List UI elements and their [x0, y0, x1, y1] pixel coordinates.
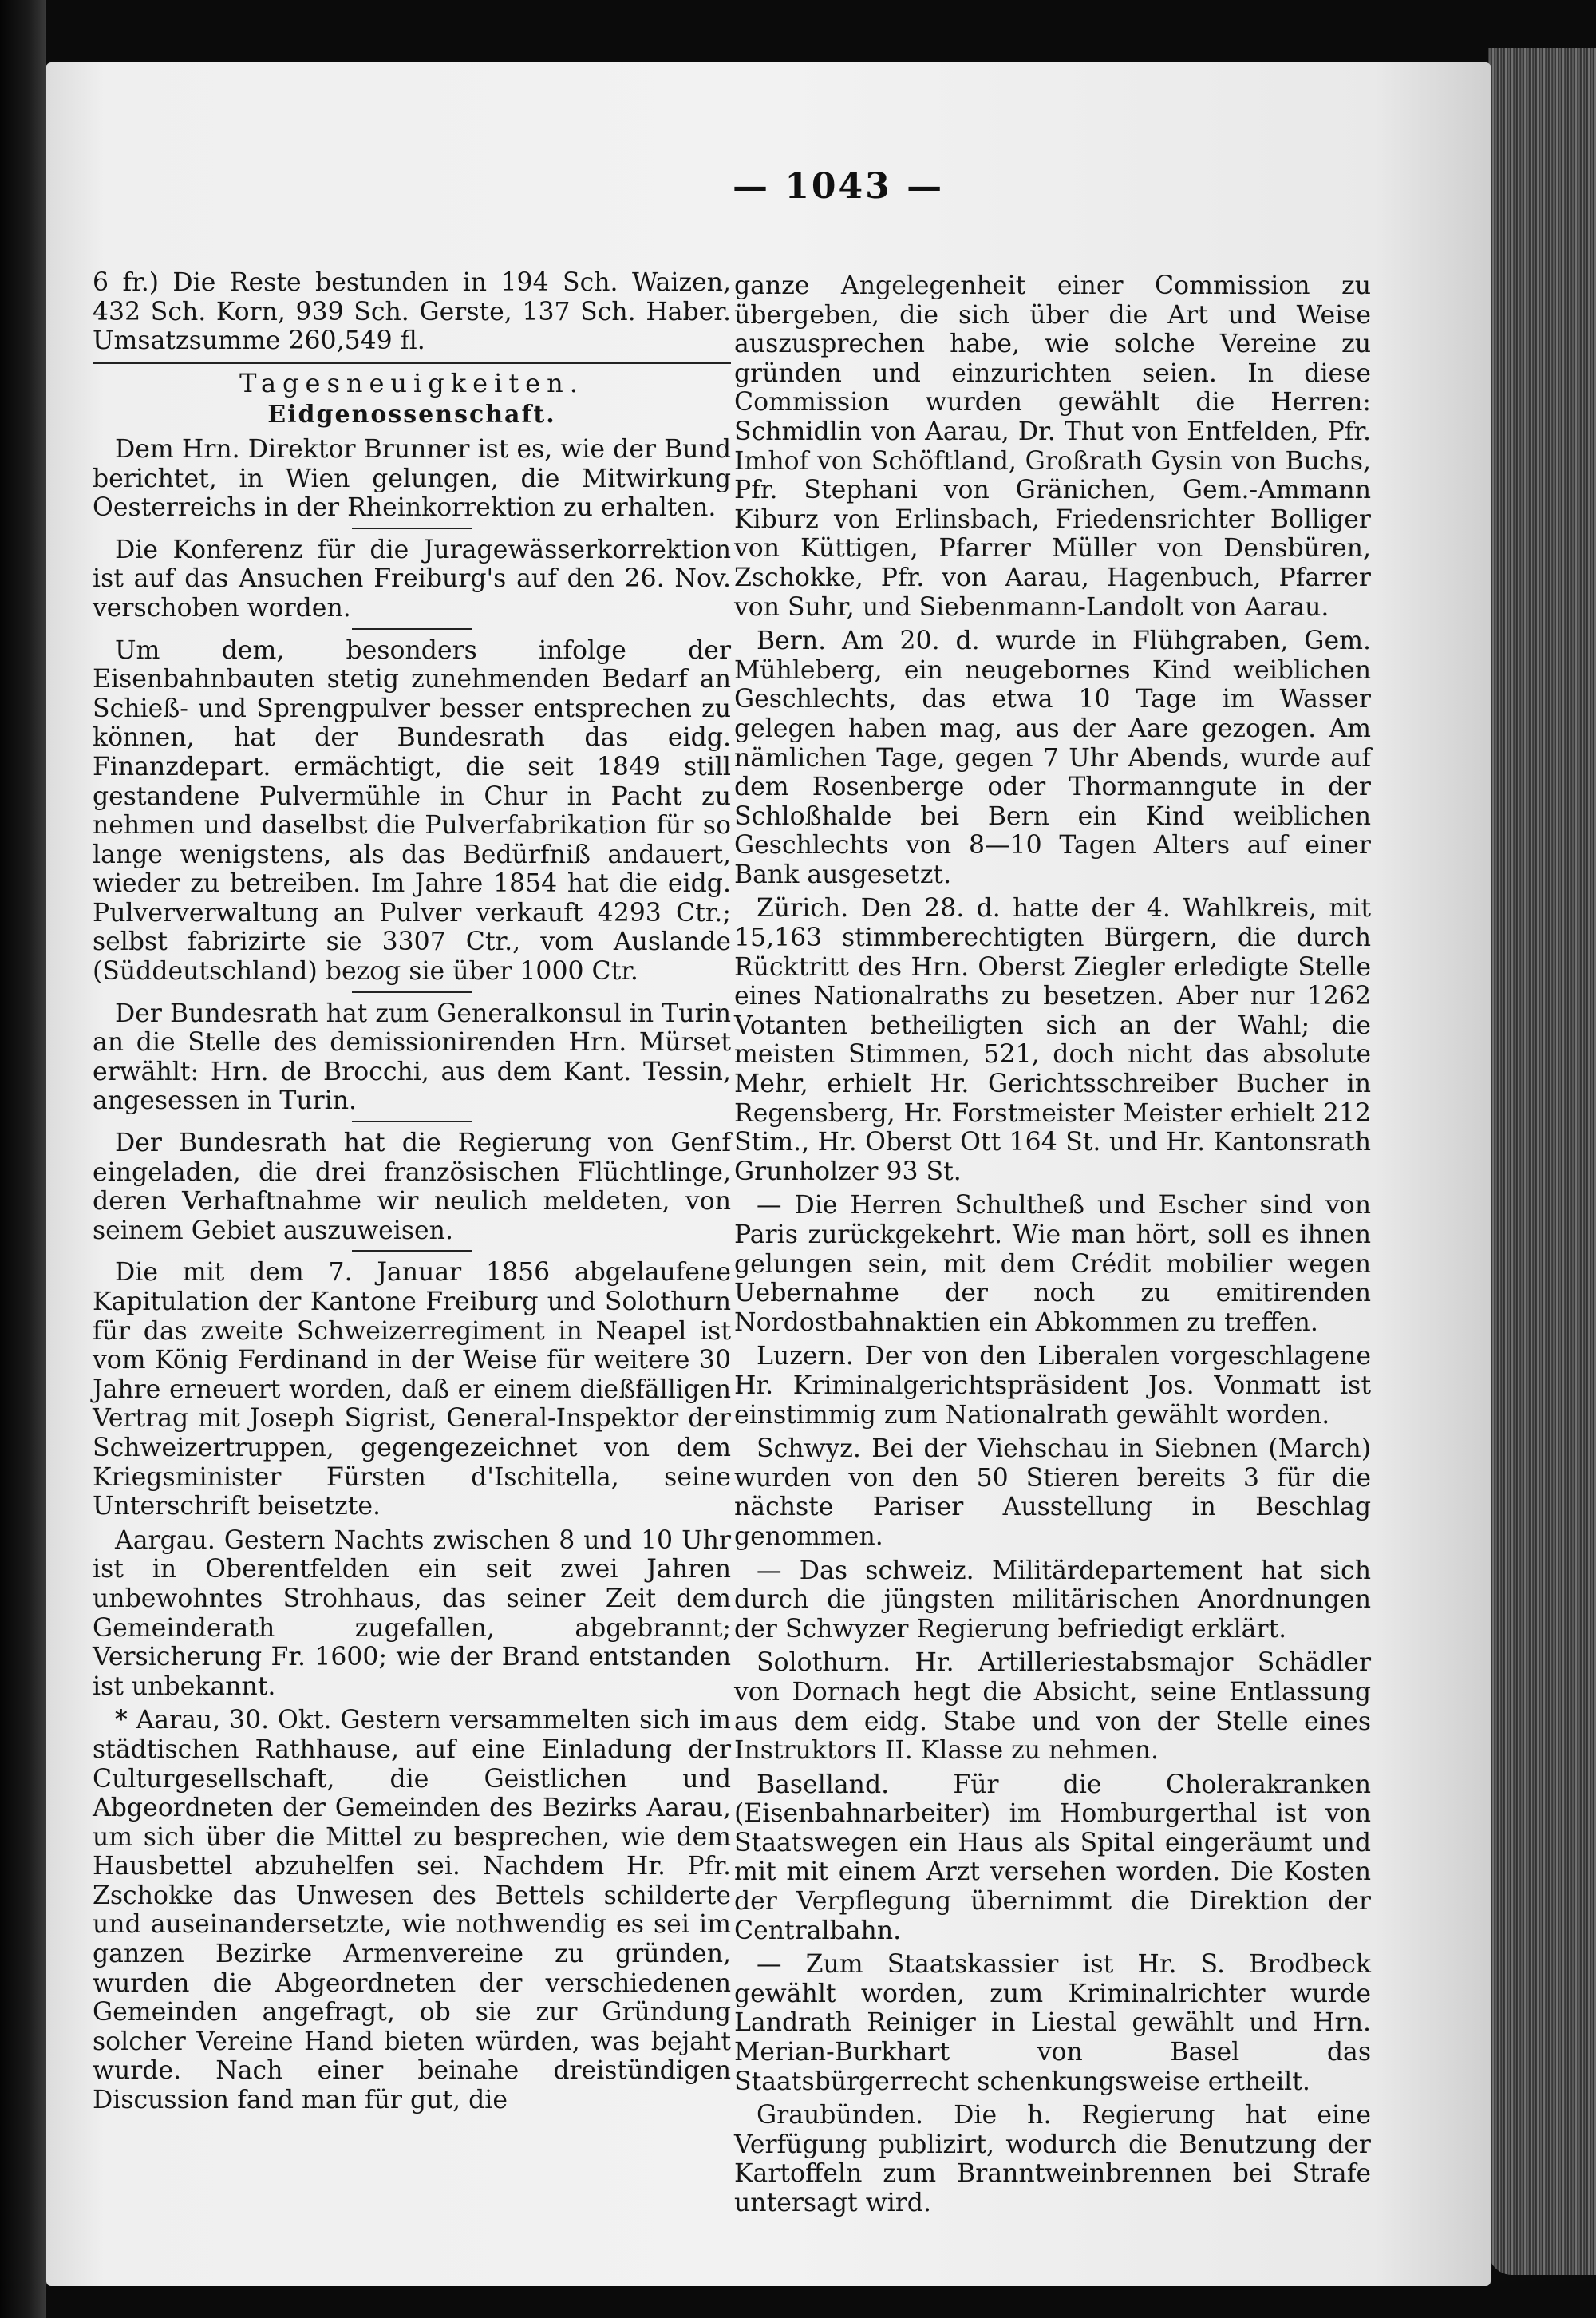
article-paragraph: Der Bundesrath hat die Regierung von Genf eingeladen, die drei französischen Flüchtlinge, deren Verhaftnahme wir neulich meldeten, von seinem Gebiet auszuweisen.	[93, 1129, 731, 1245]
divider	[352, 628, 472, 630]
article-paragraph: Die Konferenz für die Juragewässerkorrektion ist auf das Ansuchen Freiburg's auf den 26. Nov. verschoben worden.	[93, 535, 731, 623]
article-paragraph: Bern. Am 20. d. wurde in Flühgraben, Gem. Mühleberg, ein neugebornes Kind weiblichen Geschlechts, das etwa 10 Tage im Wasser gelegen haben mag, aus der Aare gezogen. Am nämlichen Tage, gegen 7 Uhr Abends, wurde auf dem Rosenberge oder Thormanngute in der Schloßhalde bei Bern ein Kind weiblichen Geschlechts von 8—10 Tagen Alters auf einer Bank ausgesetzt.	[734, 627, 1371, 889]
article-paragraph: Schwyz. Bei der Viehschau in Siebnen (March) wurden von den 50 Stieren bereits 3 für die nächste Pariser Ausstellung in Beschlag genommen.	[734, 1434, 1371, 1551]
article-paragraph: Graubünden. Die h. Regierung hat eine Verfügung publizirt, wodurch die Benutzung der Kartoffeln zum Branntweinbrennen bei Strafe untersagt wird.	[734, 2101, 1371, 2217]
left-column	[93, 268, 731, 2120]
article-paragraph: — Das schweiz. Militärdepartement hat sich durch die jüngsten militärischen Anordnungen der Schwyzer Regierung befriedigt erklärt.	[734, 1556, 1371, 1644]
article-paragraph: Solothurn. Hr. Artilleriestabsmajor Schädler von Dornach hegt die Absicht, seine Entlassung aus dem eidg. Stabe und von der Stelle eines Instruktors II. Klasse zu nehmen.	[734, 1648, 1371, 1766]
scanner-edge-left	[0, 0, 46, 2318]
article-paragraph: Zürich. Den 28. d. hatte der 4. Wahlkreis, mit 15,163 stimmberechtigten Bürgern, die durch Rücktritt des Hrn. Oberst Ziegler erledigte Stelle eines Nationalraths zu besetzen. Aber nur 1262 Votanten betheiligten sich an der Wahl; die meisten Stimmen, 521, doch nicht das absolute Mehr, erhielt Hr. Gerichtsschreiber Bucher in Regensberg, Hr. Forstmeister Meister erhielt 212 Stim., Hr. Oberst Ott 164 St. und Hr. Kantonsrath Grunholzer 93 St.	[734, 894, 1371, 1186]
right-column	[734, 271, 1371, 2223]
article-paragraph: Der Bundesrath hat zum Generalkonsul in Turin an die Stelle des demissionirenden Hrn. Mürset erwählt: Hrn. de Brocchi, aus dem Kant. Tessin, angesessen in Turin.	[93, 999, 731, 1116]
article-paragraph: * Aarau, 30. Okt. Gestern versammelten sich im städtischen Rathhause, auf eine Einladung der Culturgesellschaft, die Geistlichen und Abgeordneten der Gemeinden des Bezirks Aarau, um sich über die Mittel zu besprechen, wie dem Hausbettel abzuhelfen sei. Nachdem Hr. Pfr. Zschokke das Unwesen des Bettels schilderte und auseinandersetzte, wie nothwendig es sei im ganzen Bezirke Armenvereine zu gründen, wurden die Abgeordneten der verschiedenen Gemeinden angefragt, ob sie zur Gründung solcher Vereine Hand bieten würden, was bejaht wurde. Nach einer beinahe dreistündigen Discussion fand man für gut, die	[93, 1706, 731, 2115]
subsection-title: Eidgenossenschaft.	[267, 401, 556, 429]
divider	[352, 1250, 472, 1252]
intro-paragraph: 6 fr.) Die Reste bestunden in 194 Sch. Waizen, 432 Sch. Korn, 939 Sch. Gerste, 137 Sch. Haber. Umsatzsumme 260,549 fl.	[93, 268, 731, 356]
divider	[352, 991, 472, 993]
article-paragraph: — Die Herren Schultheß und Escher sind von Paris zurückgekehrt. Wie man hört, soll es ihnen gelungen sein, mit dem Crédit mobilier wegen Uebernahme der noch zu emitirenden Nordostbahnaktien ein Abkommen zu treffen.	[734, 1191, 1371, 1337]
article-paragraph: Die mit dem 7. Januar 1856 abgelaufene Kapitulation der Kantone Freiburg und Solothurn für das zweite Schweizerregiment in Neapel ist vom König Ferdinand in der Weise für weitere 30 Jahre erneuert worden, daß er einem dießfälligen Vertrag mit Joseph Sigrist, General-Inspektor der Schweizertruppen, gegengezeichnet von dem Kriegsminister Fürsten d'Ischitella, seine Unterschrift beisetzte.	[93, 1258, 731, 1521]
divider	[352, 1121, 472, 1122]
divider	[352, 528, 472, 529]
article-paragraph: ganze Angelegenheit einer Commission zu übergeben, die sich über die Art und Weise auszusprechen habe, wie solche Vereine zu gründen und einzurichten seien. In diese Commission wurden gewählt die Herren: Schmidlin von Aarau, Dr. Thut von Entfelden, Pfr. Imhof von Schöftland, Großrath Gysin von Buchs, Pfr. Stephani von Gränichen, Gem.-Ammann Kiburz von Erlinsbach, Friedensrichter Bolliger von Küttigen, Pfarrer Müller von Densbüren, Zschokke, Pfr. von Aarau, Hagenbuch, Pfarrer von Suhr, und Siebenmann-Landolt von Aarau.	[734, 271, 1371, 622]
article-paragraph: Um dem, besonders infolge der Eisenbahnbauten stetig zunehmenden Bedarf an Schieß- und Sprengpulver besser entsprechen zu können, hat der Bundesrath das eidg. Finanzdepart. ermächtigt, die seit 1849 still gestandene Pulvermühle in Chur in Pacht zu nehmen und daselbst die Pulverfabrikation für so lange wenigstens, als das Bedürfniß andauert, wieder zu betreiben. Im Jahre 1854 hat die eidg. Pulververwaltung an Pulver verkauft 4293 Ctr.; selbst fabrizirte sie 3307 Ctr., vom Auslande (Süddeutschland) bezog sie über 1000 Ctr.	[93, 635, 731, 987]
page-number: — 1043 —	[733, 166, 945, 207]
article-paragraph: Luzern. Der von den Liberalen vorgeschlagene Hr. Kriminalgerichtspräsident Jos. Vonmatt ist einstimmig zum Nationalrath gewählt worden.	[734, 1342, 1371, 1430]
article-paragraph: — Zum Staatskassier ist Hr. S. Brodbeck gewählt worden, zum Kriminalrichter wurde Landrath Reiniger in Liestal gewählt und Hrn. Merian-Burkhart von Basel das Staatsbürgerrecht schenkungsweise ertheilt.	[734, 1950, 1371, 2096]
newspaper-page	[46, 62, 1491, 2286]
section-title: Tagesneuigkeiten.	[239, 367, 584, 398]
page-stack-edge	[1488, 48, 1596, 2275]
article-paragraph: Aargau. Gestern Nachts zwischen 8 und 10 Uhr ist in Oberentfelden ein seit zwei Jahren unbewohntes Strohhaus, das seiner Zeit dem Gemeinderath zugefallen, abgebrannt; Versicherung Fr. 1600; wie der Brand entstanden ist unbekannt.	[93, 1525, 731, 1701]
divider	[93, 362, 731, 364]
article-paragraph: Baselland. Für die Cholerakranken (Eisenbahnarbeiter) im Homburgerthal ist von Staatswegen ein Haus als Spital eingeräumt und mit mit einem Arzt versehen worden. Die Kosten der Verpflegung übernimmt die Direktion der Centralbahn.	[734, 1770, 1371, 1945]
article-paragraph: Dem Hrn. Direktor Brunner ist es, wie der Bund berichtet, in Wien gelungen, die Mitwirkung Oesterreichs in der Rheinkorrektion zu erhalten.	[93, 434, 731, 523]
